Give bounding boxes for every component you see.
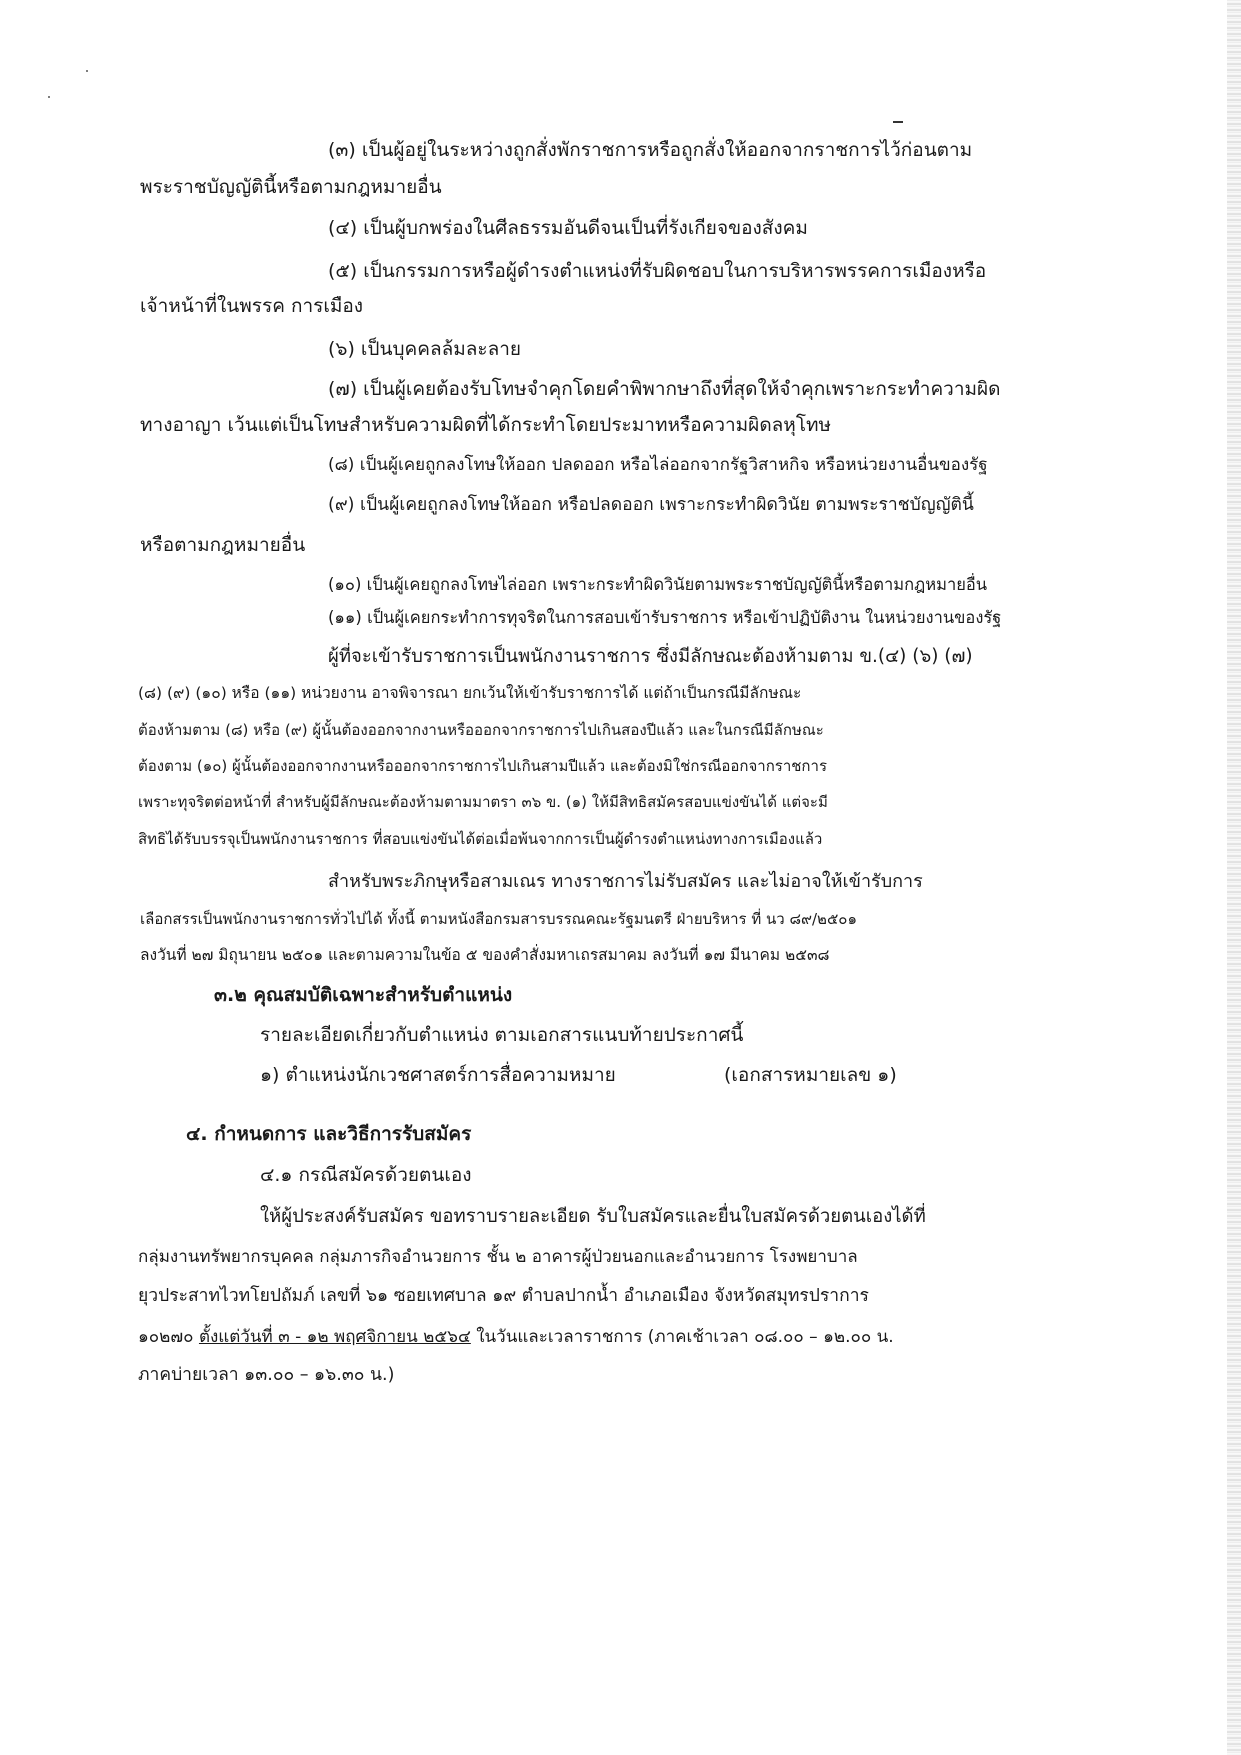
item-6: (๖) เป็นบุคคลล้มละลาย <box>328 338 522 360</box>
position-item-1-doc-ref: (เอกสารหมายเลข ๑) <box>724 1064 897 1086</box>
item-8: (๘) เป็นผู้เคยถูกลงโทษให้ออก ปลดออก หรือไล่ออกจากรัฐวิสาหกิจ หรือหน่วยงานอื่นของรัฐ <box>328 455 988 475</box>
exception-para-line-6: สิทธิได้รับบรรจุเป็นพนักงานราชการ ที่สอบแข่งขันได้ต่อเมื่อพ้นจากการเป็นผู้ดำรงตำแหน่งทางการเมืองแล้ว <box>138 830 823 848</box>
exception-para-line-4: ต้องตาม (๑๐) ผู้นั้นต้องออกจากงานหรือออกจากราชการไปเกินสามปีแล้ว และต้องมิใช่กรณีออกจากราชการ <box>138 757 827 775</box>
item-4: (๔) เป็นผู้บกพร่องในศีลธรรมอันดีจนเป็นที่รังเกียจของสังคม <box>328 217 808 239</box>
item-9-line-1: (๙) เป็นผู้เคยถูกลงโทษให้ออก หรือปลดออก เพราะกระทำผิดวินัย ตามพระราชบัญญัตินี้ <box>328 495 974 515</box>
postal-code: ๑๐๒๗๐ <box>138 1327 194 1347</box>
apply-para-line-3: ยุวประสาทไวทโยปถัมภ์ เลขที่ ๖๑ ซอยเทศบาล ๑๙ ตำบลปากน้ำ อำเภอเมือง จังหวัดสมุทรปราการ <box>138 1286 869 1306</box>
exception-para-line-3: ต้องห้ามตาม (๘) หรือ (๙) ผู้นั้นต้องออกจากงานหรือออกจากราชการไปเกินสองปีแล้ว และในกรณีมีลักษณะ <box>138 721 824 739</box>
item-7-line-2: ทางอาญา เว้นแต่เป็นโทษสำหรับความผิดที่ได้กระทำโดยประมาทหรือความผิดลหุโทษ <box>140 414 832 436</box>
item-11: (๑๑) เป็นผู้เคยกระทำการทุจริตในการสอบเข้ารับราชการ หรือเข้าปฏิบัติงาน ในหน่วยงานของรัฐ <box>328 608 1002 627</box>
item-9-line-2: หรือตามกฎหมายอื่น <box>140 534 306 556</box>
apply-para-line-1: ให้ผู้ประสงค์รับสมัคร ขอทราบรายละเอียด รับใบสมัครและยื่นใบสมัครด้วยตนเองได้ที่ <box>260 1206 926 1227</box>
scan-speck <box>86 70 88 72</box>
item-5-line-1: (๕) เป็นกรรมการหรือผู้ดำรงตำแหน่งที่รับผิดชอบในการบริหารพรรคการเมืองหรือ <box>328 260 987 282</box>
monk-para-line-3: ลงวันที่ ๒๗ มิถุนายน ๒๕๐๑ และตามความในข้อ ๕ ของคำสั่งมหาเถรสมาคม ลงวันที่ ๑๗ มีนาคม ๒๕๓๘ <box>140 946 830 964</box>
exception-para-line-2: (๘) (๙) (๑๐) หรือ (๑๑) หน่วยงาน อาจพิจารณา ยกเว้นให้เข้ารับราชการได้ แต่ถ้าเป็นกรณีมีลักษณะ <box>138 684 802 702</box>
monk-para-line-1: สำหรับพระภิกษุหรือสามเณร ทางราชการไม่รับสมัคร และไม่อาจให้เข้ารับการ <box>328 871 923 892</box>
application-dates: ตั้งแต่วันที่ ๓ - ๑๒ พฤศจิกายน ๒๕๖๔ <box>198 1327 471 1347</box>
monk-para-line-2: เลือกสรรเป็นพนักงานราชการทั่วไปได้ ทั้งนี้ ตามหนังสือกรมสารบรรณคณะรัฐมนตรี ฝ่ายบริหาร ที่ นว ๘๙/๒๕๐๑ <box>140 910 857 928</box>
item-5-line-2: เจ้าหน้าที่ในพรรค การเมือง <box>140 295 364 317</box>
item-3-line-2: พระราชบัญญัตินี้หรือตามกฎหมายอื่น <box>140 176 442 198</box>
section-4-heading: ๔. กำหนดการ และวิธีการรับสมัคร <box>186 1123 472 1145</box>
scan-speck <box>48 96 50 98</box>
exception-para-line-1: ผู้ที่จะเข้ารับราชการเป็นพนักงานราชการ ซึ่งมีลักษณะต้องห้ามตาม ข.(๔) (๖) (๗) <box>328 646 973 667</box>
exception-para-line-5: เพราะทุจริตต่อหน้าที่ สำหรับผู้มีลักษณะต้องห้ามตามมาตรา ๓๖ ข. (๑) ให้มีสิทธิสมัครสอบแข่งขันได้ แต่จะมี <box>138 793 828 811</box>
item-3-line-1: (๓) เป็นผู้อยู่ในระหว่างถูกสั่งพักราชการหรือถูกสั่งให้ออกจากราชการไว้ก่อนตาม <box>328 139 973 161</box>
scan-mark <box>893 121 903 123</box>
apply-para-line-2: กลุ่มงานทรัพยากรบุคคล กลุ่มภารกิจอำนวยการ ชั้น ๒ อาคารผู้ป่วยนอกและอำนวยการ โรงพยาบาล <box>138 1247 858 1267</box>
apply-para-line-4 <box>138 1324 894 1350</box>
item-7-line-1: (๗) เป็นผู้เคยต้องรับโทษจำคุกโดยคำพิพากษาถึงที่สุดให้จำคุกเพราะกระทำความผิด <box>328 378 1001 400</box>
position-item-1: ๑) ตำแหน่งนักเวชศาสตร์การสื่อความหมาย <box>260 1064 616 1086</box>
apply-para-line-5: ภาคบ่ายเวลา ๑๓.๐๐ – ๑๖.๓๐ น.) <box>138 1365 395 1385</box>
section-3-2-heading: ๓.๒ คุณสมบัติเฉพาะสำหรับตำแหน่ง <box>214 984 513 1006</box>
item-10: (๑๐) เป็นผู้เคยถูกลงโทษไล่ออก เพราะกระทำผิดวินัยตามพระราชบัญญัตินี้หรือตามกฎหมายอื่น <box>328 575 988 594</box>
section-4-1-heading: ๔.๑ กรณีสมัครด้วยตนเอง <box>260 1164 472 1186</box>
office-hours-morning: ในวันและเวลาราชการ (ภาคเช้าเวลา ๐๘.๐๐ – ๑๒.๐๐ น. <box>476 1327 894 1347</box>
scan-edge <box>1227 0 1241 1755</box>
position-details-note: รายละเอียดเกี่ยวกับตำแหน่ง ตามเอกสารแนบท้ายประกาศนี้ <box>260 1024 744 1046</box>
